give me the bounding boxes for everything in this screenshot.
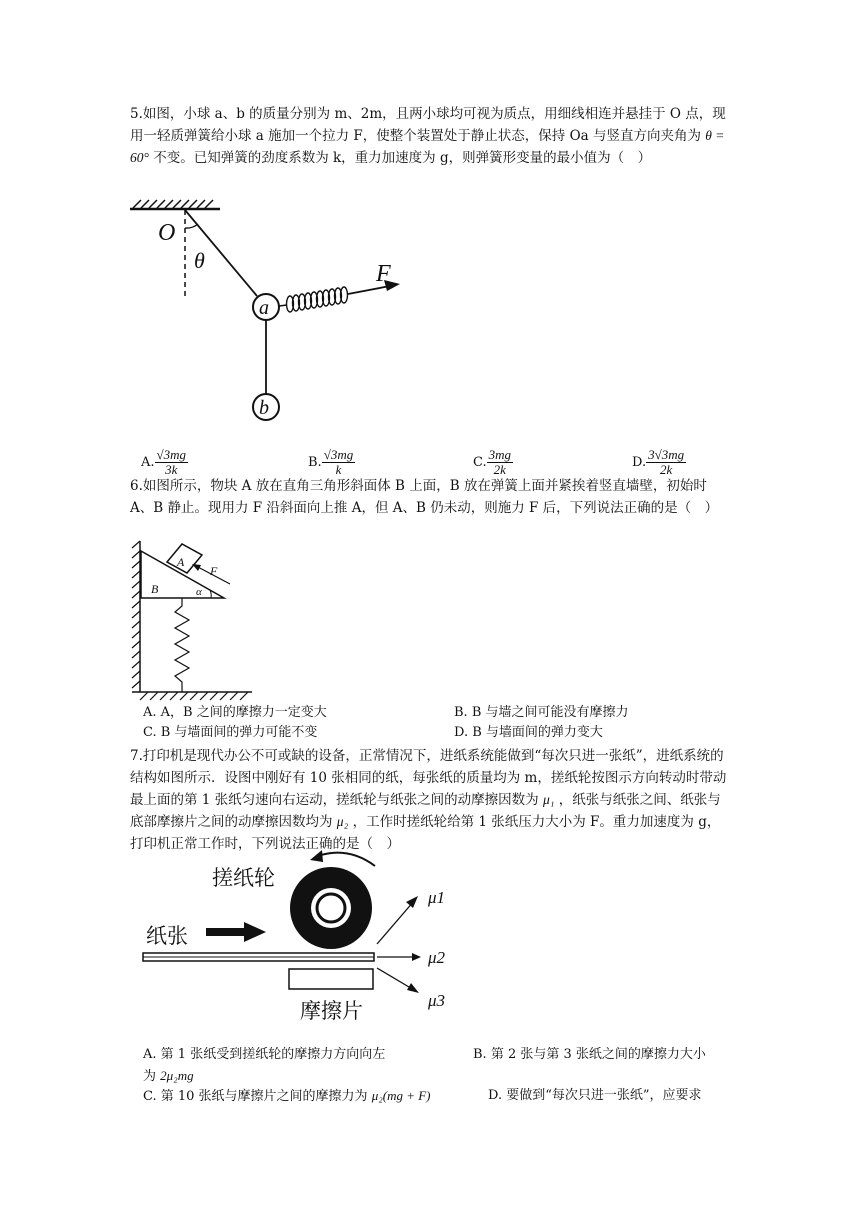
label-b: b xyxy=(259,397,269,419)
q7-option-d[interactable]: D. 要做到“每次只进一张纸”，应要求 xyxy=(488,1088,702,1103)
question-5-stem: 5.如图，小球 a、b 的质量分别为 m、2m，且两小球均可视为质点，用细线相连并悬挂于 O 点，现用一轻质弹簧给小球 a 施加一个拉力 F，使整个装置处于静止状态，保持 Oa 与竖直方向夹角为 θ = 60° 不变。已知弹簧的劲度系数为 k，重力加速度为 g，则弹簧形变量的最小值为（ ） xyxy=(130,106,726,166)
label-paper: 纸张 xyxy=(146,924,188,948)
question-6-stem: 6.如图所示，物块 A 放在直角三角形斜面体 B 上面，B 放在弹簧上面并紧挨着竖直墙壁，初始时 A、B 静止。现用力 F 沿斜面向上推 A，但 A、B 仍未动，则施力 F 后，下列说法正确的是（ ） xyxy=(130,478,719,516)
q7-option-b-cont: 为 2μ₂mg xyxy=(143,1068,194,1084)
q7-option-b[interactable]: B. 第 2 张与第 3 张纸之间的摩擦力大小 xyxy=(473,1047,706,1062)
q5-option-b[interactable]: B. $\frac{√3mg}{k}$ xyxy=(308,447,354,477)
label-alpha: α xyxy=(196,586,202,598)
q6-option-a[interactable]: A. A，B 之间的摩擦力一定变大 xyxy=(143,705,327,720)
label-F: F xyxy=(376,261,391,287)
q5-option-d[interactable]: D. $\frac{3√3mg}{2k}$ xyxy=(632,447,685,477)
q5-option-c[interactable]: C. $\frac{3mg}{2k}$ xyxy=(473,447,512,477)
q7-option-c[interactable]: C. 第 10 张纸与摩擦片之间的摩擦力为 μ₂(mg + F) xyxy=(143,1088,431,1104)
label-mu1: μ1 xyxy=(428,888,446,907)
q6-option-d[interactable]: D. B 与墙面间的弹力变大 xyxy=(454,725,603,740)
label-B: B xyxy=(151,582,159,596)
label-mu2: μ2 xyxy=(428,948,446,967)
label-pad: 摩擦片 xyxy=(300,999,363,1023)
q5-option-a[interactable]: A. $\frac{√3mg}{3k}$ xyxy=(141,447,187,477)
q6-option-c[interactable]: C. B 与墙面间的弹力可能不变 xyxy=(143,725,318,740)
label-O: O xyxy=(158,220,176,246)
friction-pad xyxy=(289,969,373,989)
label-a: a xyxy=(259,297,269,319)
label-wheel: 搓纸轮 xyxy=(212,866,275,890)
question-7-stem: 7.打印机是现代办公不可或缺的设备，正常情况下，进纸系统能做到“每次只进一张纸”，进纸系统的结构如图所示．设图中刚好有 10 张相同的纸，每张纸的质量均为 m，搓纸轮按图示方向转动时带动最上面的第 1 张纸匀速向右运动，搓纸轮与纸张之间的动摩擦因数为 μ₁ ，纸张与纸张之间、纸张与底部摩擦片之间的动摩擦因数均为 μ₂ ，工作时搓纸轮给第 1 张纸压力大小为 F。重力加速度为 g，打印机正常工作时，下列说法正确的是（ ） xyxy=(130,748,727,852)
q6-option-b[interactable]: B. B 与墙之间可能没有摩擦力 xyxy=(454,705,629,720)
label-A: A xyxy=(177,555,185,569)
q7-option-a[interactable]: A. 第 1 张纸受到搓纸轮的摩擦力方向向左 xyxy=(143,1047,386,1062)
label-theta: θ xyxy=(194,248,205,273)
label-mu3: μ3 xyxy=(428,991,446,1010)
angle-value: θ = 60° xyxy=(130,128,725,165)
label-force-F: F xyxy=(210,564,218,578)
